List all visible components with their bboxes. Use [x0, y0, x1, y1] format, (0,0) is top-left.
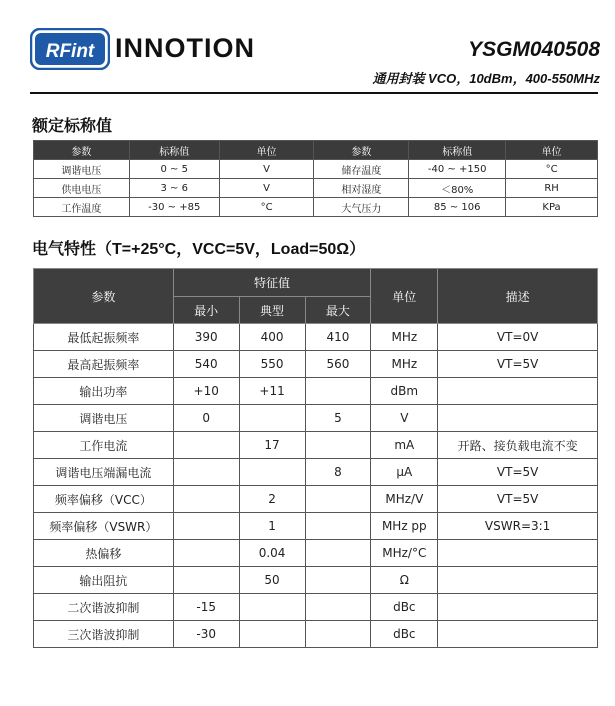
table-row — [34, 621, 598, 648]
table-cell-param: 频率偏移（VSWR） — [34, 513, 174, 540]
table-cell-unit: dBc — [371, 594, 438, 621]
table-row — [34, 351, 598, 378]
table-cell-unit: dBc — [371, 621, 438, 648]
table-row — [34, 179, 598, 198]
table-cell: 相对湿度 — [314, 179, 409, 198]
rated-values-table — [33, 140, 598, 217]
table-cell-unit: μA — [371, 459, 438, 486]
table-cell-unit: MHz — [371, 324, 438, 351]
table-cell: 0 ~ 5 — [129, 160, 219, 179]
table-cell-desc: VT=5V — [438, 486, 598, 513]
table-cell: 3 ~ 6 — [129, 179, 219, 198]
table-cell-unit: dBm — [371, 378, 438, 405]
table-row — [34, 486, 598, 513]
table-cell-desc — [438, 405, 598, 432]
table-cell: 供电电压 — [34, 179, 130, 198]
table-row — [34, 513, 598, 540]
table-cell-desc: VT=5V — [438, 459, 598, 486]
table-cell: °C — [219, 198, 314, 217]
table-cell: ＜80% — [409, 179, 506, 198]
brand-name: INNOTION — [115, 33, 255, 63]
table-cell-desc: VSWR=3:1 — [438, 513, 598, 540]
table-cell: RH — [506, 179, 598, 198]
table-cell-min: 0 — [173, 405, 239, 432]
product-subtitle: 通用封装 VCO，10dBm，400-550MHz — [372, 71, 600, 86]
rated-header-param-1: 参数 — [34, 141, 130, 160]
electrical-characteristics-table — [33, 268, 598, 648]
table-cell-param: 二次谐波抑制 — [34, 594, 174, 621]
table-row — [34, 198, 598, 217]
table-cell-max — [305, 567, 371, 594]
table-cell-max — [305, 540, 371, 567]
table-cell-typ — [239, 621, 305, 648]
rated-header-value-1: 标称值 — [129, 141, 219, 160]
table-cell-typ: 1 — [239, 513, 305, 540]
elec-header-typ: 典型 — [239, 297, 305, 324]
elec-header-row — [34, 269, 598, 297]
table-cell-param: 最高起振频率 — [34, 351, 174, 378]
table-cell-unit: MHz pp — [371, 513, 438, 540]
table-cell-param: 热偏移 — [34, 540, 174, 567]
table-row — [34, 459, 598, 486]
table-row — [34, 324, 598, 351]
table-cell: KPa — [506, 198, 598, 217]
table-cell: 调谐电压 — [34, 160, 130, 179]
table-cell-param: 输出功率 — [34, 378, 174, 405]
table-cell: 大气压力 — [314, 198, 409, 217]
table-cell-unit: MHz — [371, 351, 438, 378]
elec-header-desc: 描述 — [438, 269, 598, 324]
table-cell-typ: 400 — [239, 324, 305, 351]
table-cell-unit: MHz/°C — [371, 540, 438, 567]
rated-header-value-2: 标称值 — [409, 141, 506, 160]
table-cell: V — [219, 179, 314, 198]
table-cell: 储存温度 — [314, 160, 409, 179]
elec-header-max: 最大 — [305, 297, 371, 324]
table-cell-max — [305, 513, 371, 540]
table-cell-max: 5 — [305, 405, 371, 432]
rated-header-row — [34, 141, 598, 160]
table-cell-max — [305, 594, 371, 621]
elec-section-title: 电气特性（T=+25°C，VCC=5V，Load=50Ω） — [32, 241, 366, 258]
header-divider — [30, 92, 598, 94]
table-cell-param: 最低起振频率 — [34, 324, 174, 351]
rated-header-unit-2: 单位 — [506, 141, 598, 160]
table-cell-unit: Ω — [371, 567, 438, 594]
table-row — [34, 567, 598, 594]
table-cell-max: 410 — [305, 324, 371, 351]
table-cell-typ: +11 — [239, 378, 305, 405]
table-cell-min: +10 — [173, 378, 239, 405]
elec-header-param: 参数 — [34, 269, 174, 324]
table-row — [34, 378, 598, 405]
rfint-logo — [30, 28, 110, 70]
elec-header-min: 最小 — [173, 297, 239, 324]
rated-header-unit-1: 单位 — [219, 141, 314, 160]
table-row — [34, 405, 598, 432]
table-cell-param: 输出阻抗 — [34, 567, 174, 594]
table-cell-max — [305, 432, 371, 459]
table-cell-min: 540 — [173, 351, 239, 378]
table-cell-param: 三次谐波抑制 — [34, 621, 174, 648]
table-cell-desc — [438, 594, 598, 621]
table-cell-max — [305, 486, 371, 513]
table-row — [34, 432, 598, 459]
table-cell-min: -30 — [173, 621, 239, 648]
rated-section-title: 额定标称值 — [32, 118, 113, 135]
table-cell: 85 ~ 106 — [409, 198, 506, 217]
table-cell: °C — [506, 160, 598, 179]
table-cell-max: 560 — [305, 351, 371, 378]
elec-header-characteristic: 特征值 — [173, 269, 371, 297]
table-cell-max: 8 — [305, 459, 371, 486]
table-cell-desc: VT=5V — [438, 351, 598, 378]
table-cell-desc — [438, 567, 598, 594]
table-cell-min — [173, 513, 239, 540]
table-row — [34, 540, 598, 567]
elec-header-unit: 单位 — [371, 269, 438, 324]
table-cell-param: 工作电流 — [34, 432, 174, 459]
table-cell-typ: 2 — [239, 486, 305, 513]
table-cell-typ — [239, 405, 305, 432]
table-cell: -30 ~ +85 — [129, 198, 219, 217]
table-cell-min: -15 — [173, 594, 239, 621]
table-cell-desc — [438, 621, 598, 648]
table-cell: 工作温度 — [34, 198, 130, 217]
table-cell-typ: 50 — [239, 567, 305, 594]
table-cell-unit: V — [371, 405, 438, 432]
table-cell-unit: mA — [371, 432, 438, 459]
table-cell-max — [305, 378, 371, 405]
table-cell-typ — [239, 594, 305, 621]
table-cell: -40 ~ +150 — [409, 160, 506, 179]
document-header — [0, 0, 615, 95]
table-cell-typ: 17 — [239, 432, 305, 459]
table-cell-typ: 550 — [239, 351, 305, 378]
table-cell-max — [305, 621, 371, 648]
table-cell-desc — [438, 378, 598, 405]
table-cell-param: 调谐电压 — [34, 405, 174, 432]
table-cell-param: 频率偏移（VCC） — [34, 486, 174, 513]
table-cell-param: 调谐电压端漏电流 — [34, 459, 174, 486]
table-cell-min — [173, 432, 239, 459]
table-row — [34, 160, 598, 179]
table-cell-min — [173, 486, 239, 513]
table-cell-unit: MHz/V — [371, 486, 438, 513]
table-cell: V — [219, 160, 314, 179]
table-cell-min — [173, 567, 239, 594]
table-cell-min — [173, 540, 239, 567]
table-cell-desc: VT=0V — [438, 324, 598, 351]
table-cell-typ: 0.04 — [239, 540, 305, 567]
table-row — [34, 594, 598, 621]
table-cell-min: 390 — [173, 324, 239, 351]
table-cell-desc — [438, 540, 598, 567]
logo-text: RFint — [45, 41, 95, 62]
table-cell-desc: 开路、接负载电流不变 — [438, 432, 598, 459]
model-number: YSGM040508 — [468, 38, 600, 61]
rated-header-param-2: 参数 — [314, 141, 409, 160]
table-cell-min — [173, 459, 239, 486]
elec-table-body — [34, 324, 598, 648]
table-cell-typ — [239, 459, 305, 486]
